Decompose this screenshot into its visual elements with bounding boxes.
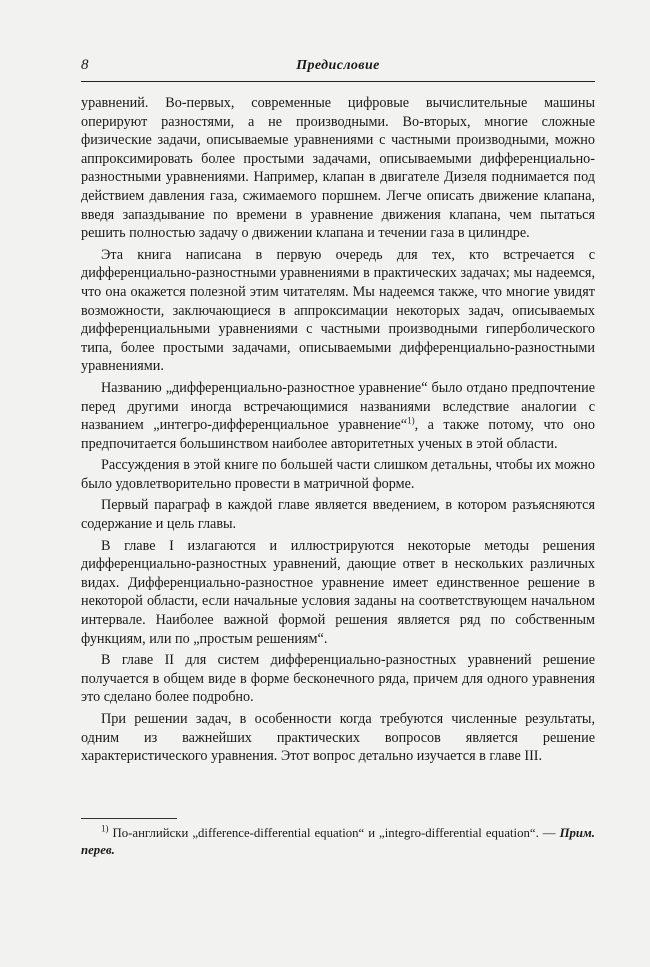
paragraph-with-footnote-ref bbox=[81, 379, 595, 453]
paragraph: Рассуждения в этой книге по большей части слишком детальны, чтобы их можно было удовлетворительно провести в матричной форме. bbox=[81, 457, 595, 492]
paragraph: Эта книга написана в первую очередь для тех, кто встречается с дифференциально-разностными уравнениями в практических задачах; мы надеемся, что она окажется полезной этим читателям. Мы надеемся также, что многие увидят возможности, заключающиеся в аппроксимации некоторых задач, описываемых дифференциальными уравнениями с частными производными гиперболического типа, более простыми задачами, описываемыми дифференциально-разностными уравнениями. bbox=[81, 246, 595, 375]
paragraph-text: Названию „дифференциально-разностное уравнение“ было отдано предпочтение перед другими иногда встречающимися названиями вследствие аналогии с названием „интегро-дифференциальное уравнение“ bbox=[81, 379, 595, 434]
paragraph: В главе II для систем дифференциально-разностных уравнений решение получается в общем виде в форме бесконечного ряда, причем для одного уравнения это сделано более подробно. bbox=[81, 652, 595, 706]
paragraph-continued: уравнений. Во-первых, современные цифровые вычислительные машины оперируют разностями, а не производными. Во-вторых, многие сложные физические задачи, описываемые уравнениями с частными производными, можно аппроксимировать более простыми задачами, описываемыми дифференциально-разностными уравнениями. Например, клапан в двигателе Дизеля поднимается под действием давления газа, сжимаемого поршнем. Легче описать движение клапана, введя запаздывание по времени в уравнение движения клапана, чем пытаться решить полностью задачу о движении клапана и течении газа в цилиндре. bbox=[81, 95, 595, 242]
page-number: 8 bbox=[81, 57, 89, 73]
running-title: Предисловие bbox=[296, 58, 380, 73]
footnote-mark: 1) bbox=[101, 823, 109, 834]
footnote bbox=[81, 825, 595, 859]
footnote-reference[interactable]: 1) bbox=[407, 415, 415, 426]
translator-note: Прим. перев. bbox=[81, 826, 595, 857]
paragraph: В главе I излагаются и иллюстрируются некоторые методы решения дифференциально-разностных уравнений, дающие ответ в нескольких различных видах. Дифференциально-разностное уравнение имеет единственное решение в некоторой области, если начальные условия заданы на соответствующем начальном интервале. Наиболее важной формой решения является ряд по собственным функциям, или по „простым решениям“. bbox=[81, 537, 595, 647]
paragraph-text: , а также потому, что оно предпочитается большинством наиболее авторитетных ученых в этой области. bbox=[81, 417, 595, 452]
footnote-divider bbox=[81, 818, 177, 819]
footnote-text: По-английски „difference-differential equation“ и „integro-differential equation“. — bbox=[108, 826, 560, 840]
body-text bbox=[81, 94, 595, 769]
paragraph: При решении задач, в особенности когда требуются численные результаты, одним из важнейших практических вопросов является решение характеристического уравнения. Этот вопрос детально изучается в главе III. bbox=[81, 711, 595, 765]
paragraph: Первый параграф в каждой главе является введением, в котором разъясняются содержание и цель главы. bbox=[81, 497, 595, 533]
page-header bbox=[81, 55, 595, 82]
